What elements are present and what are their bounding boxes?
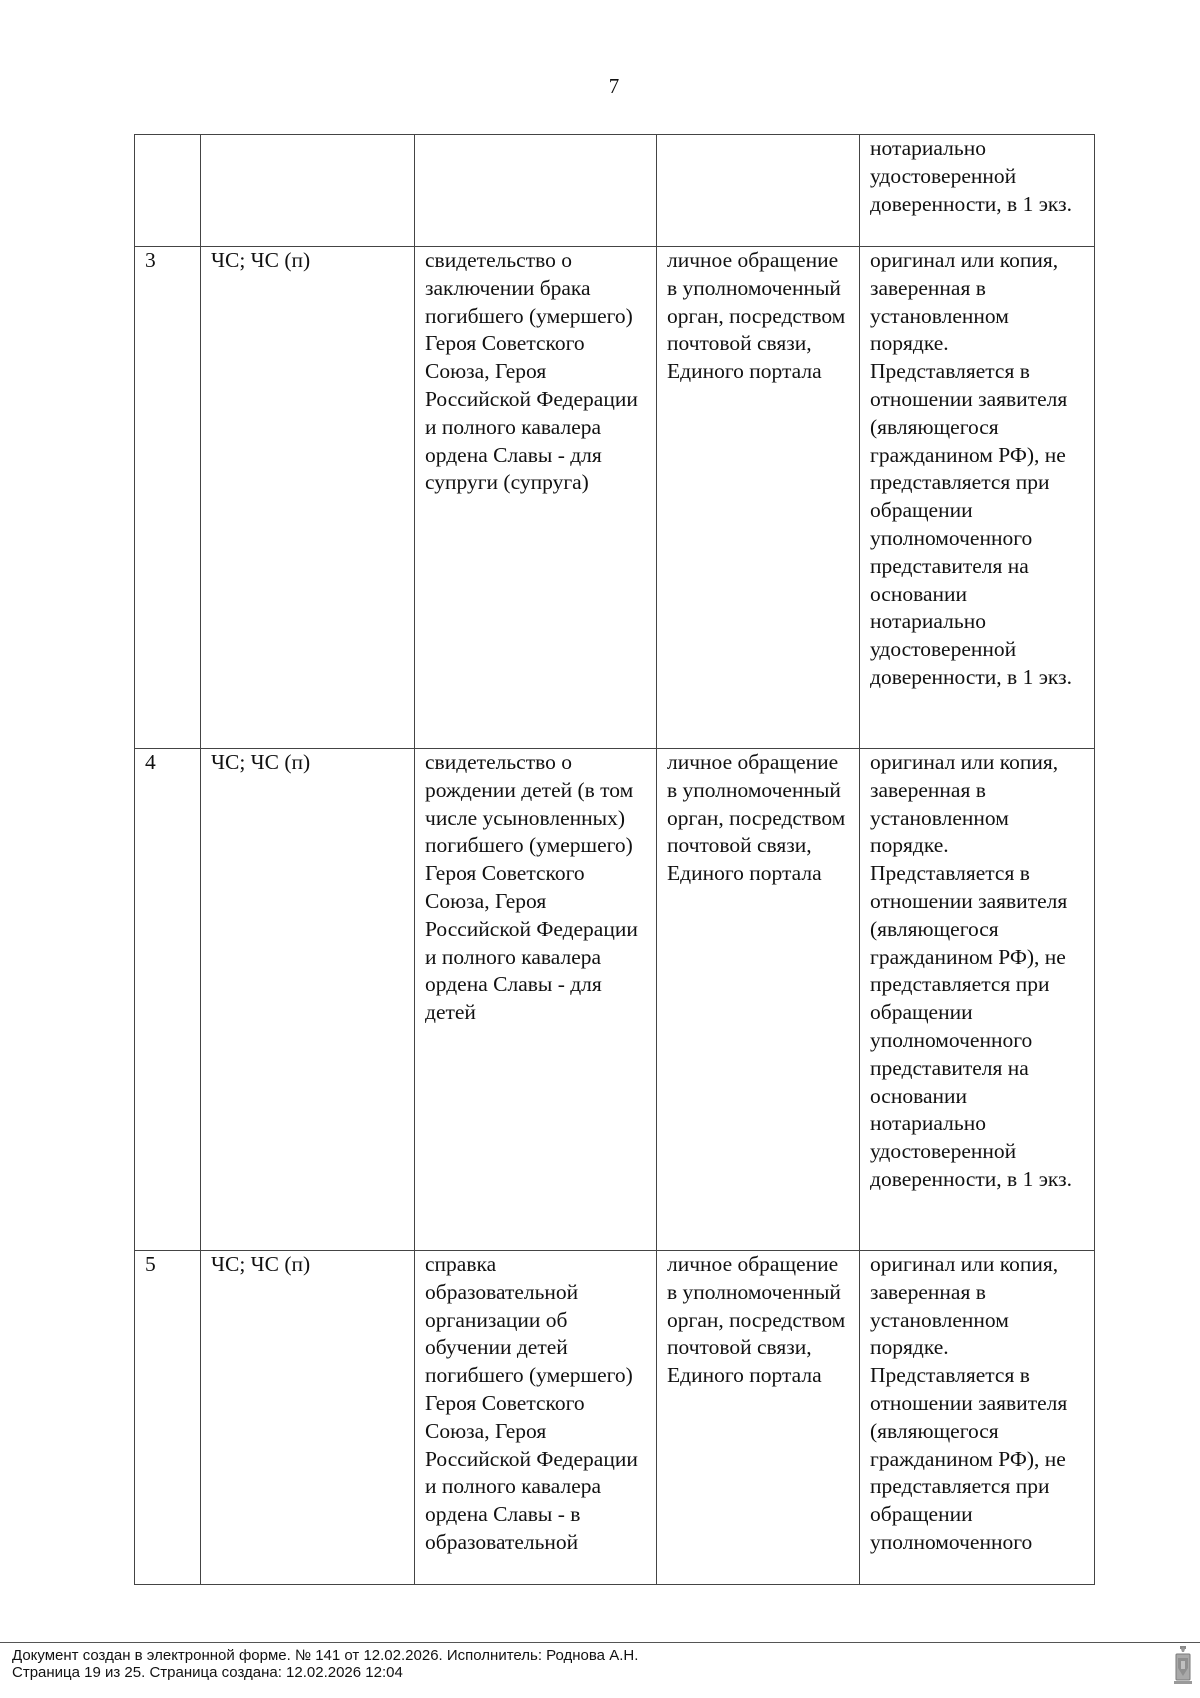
category-cell: ЧС; ЧС (п)	[201, 749, 415, 1251]
category-cell: ЧС; ЧС (п)	[201, 1251, 415, 1585]
document-cell: свидетельство о рождении детей (в том числе усыновленных) погибшего (умершего) Героя Советского Союза, Героя Российской Федерации и полного кавалера ордена Славы - для детей	[415, 749, 657, 1251]
method-cell: личное обращение в уполномоченный орган, посредством почтовой связи, Единого портала	[657, 247, 860, 749]
row-number-cell: 3	[135, 247, 201, 749]
document-cell	[415, 135, 657, 247]
documents-table	[134, 134, 1095, 1585]
table-row	[135, 135, 1095, 247]
note-cell: нотариально удостоверенной доверенности, в 1 экз.	[860, 135, 1095, 247]
table-row	[135, 1251, 1095, 1585]
row-number-cell	[135, 135, 201, 247]
note-cell: оригинал или копия, заверенная в установленном порядке. Представляется в отношении заявителя (являющегося гражданином РФ), не представляется при обращении уполномоченного	[860, 1251, 1095, 1585]
document-cell: справка образовательной организации об обучении детей погибшего (умершего) Героя Советского Союза, Героя Российской Федерации и полного кавалера ордена Славы - в образовательной	[415, 1251, 657, 1585]
method-cell	[657, 135, 860, 247]
document-cell: свидетельство о заключении брака погибшего (умершего) Героя Советского Союза, Героя Российской Федерации и полного кавалера ордена Славы - для супруги (супруга)	[415, 247, 657, 749]
category-cell: ЧС; ЧС (п)	[201, 247, 415, 749]
category-cell	[201, 135, 415, 247]
footer-divider	[0, 1642, 1200, 1643]
note-cell: оригинал или копия, заверенная в установленном порядке. Представляется в отношении заявителя (являющегося гражданином РФ), не представляется при обращении уполномоченного представителя на основании нотариально удостоверенной доверенности, в 1 экз.	[860, 749, 1095, 1251]
method-cell: личное обращение в уполномоченный орган, посредством почтовой связи, Единого портала	[657, 749, 860, 1251]
row-number-cell: 5	[135, 1251, 201, 1585]
coat-of-arms-icon	[1174, 1646, 1192, 1684]
table-row	[135, 749, 1095, 1251]
footer-document-info: Документ создан в электронной форме. № 141 от 12.02.2026. Исполнитель: Роднова А.Н.	[12, 1647, 639, 1664]
note-cell: оригинал или копия, заверенная в установленном порядке. Представляется в отношении заявителя (являющегося гражданином РФ), не представляется при обращении уполномоченного представителя на основании нотариально удостоверенной доверенности, в 1 экз.	[860, 247, 1095, 749]
table-row	[135, 247, 1095, 749]
method-cell: личное обращение в уполномоченный орган, посредством почтовой связи, Единого портала	[657, 1251, 860, 1585]
footer-page-info: Страница 19 из 25. Страница создана: 12.02.2026 12:04	[12, 1664, 403, 1681]
footer	[12, 1647, 638, 1681]
row-number-cell: 4	[135, 749, 201, 1251]
page-number: 7	[608, 74, 620, 98]
